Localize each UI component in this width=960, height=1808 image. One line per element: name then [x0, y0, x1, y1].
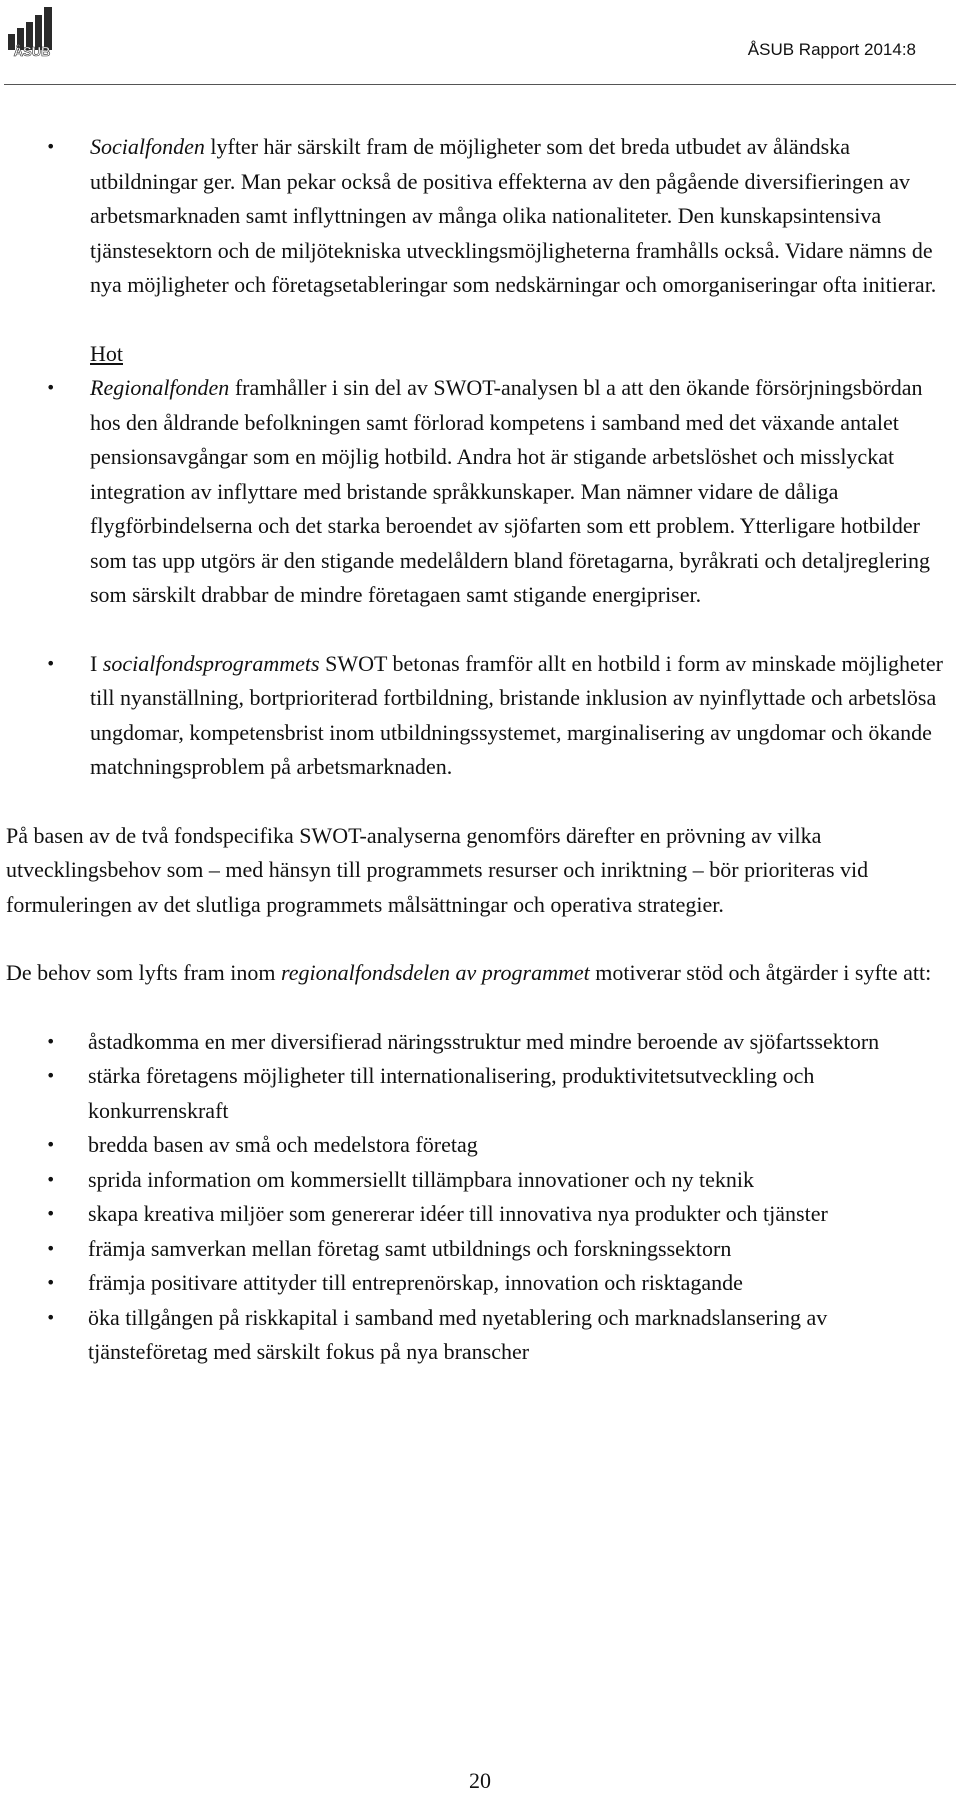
list-item: • främja samverkan mellan företag samt utbildnings och forskningssektorn — [6, 1232, 954, 1267]
report-title: ÅSUB Rapport 2014:8 — [747, 40, 916, 59]
list-item: • stärka företagens möjligheter till internationalisering, produktivitetsutveckling och konkurrenskraft — [6, 1059, 954, 1128]
page-header — [0, 0, 960, 90]
list-item-socialfondsprogram: • I socialfondsprogrammets SWOT betonas framför allt en hotbild i form av minskade möjligheter till nyanställning, bortprioriterad fortbildning, bristande inklusion av nyinflyttade och arbetslösa ungdomar, kompetensbrist inom utbildningssystemet, marginalisering av ungdomar och ökande matchningsproblem på arbetsmarknaden. — [6, 647, 954, 785]
section-heading-hot: Hot — [90, 340, 123, 366]
paragraph-behov: De behov som lyfts fram inom regionalfondsdelen av programmet motiverar stöd och åtgärder i syfte att: — [6, 960, 932, 985]
list-item: • främja positivare attityder till entreprenörskap, innovation och risktagande — [6, 1266, 954, 1301]
paragraph-swot-summary: På basen av de två fondspecifika SWOT-analyserna genomförs därefter en prövning av vilka utvecklingsbehov som – med hänsyn till programmets resurser och inriktning – bör prioriteras vid formuleringen av det slutliga programmets målsättningar och operativa strategier. — [6, 822, 869, 917]
needs-list — [6, 1025, 954, 1370]
asub-logo — [6, 4, 58, 58]
page-number: 20 — [469, 1768, 491, 1793]
list-item: • åstadkomma en mer diversifierad näringsstruktur med mindre beroende av sjöfartssektorn — [6, 1025, 954, 1060]
list-item-socialfonden: • Socialfonden lyfter här särskilt fram de möjligheter som det breda utbudet av åländska utbildningar ger. Man pekar också de positiva effekterna av den pågående diversifieringen av arbetsmarknaden samt inflyttningen av många olika nationaliteter. Den kunskapsintensiva tjänstesektorn och de miljötekniska utvecklingsmöjligheterna framhålls också. Vidare nämns de nya möjligheter och företagsetableringar som nedskärningar och omorganiseringar ofta initierar. — [6, 130, 954, 303]
header-divider — [4, 84, 956, 85]
list-item: • sprida information om kommersiellt tillämpbara innovationer och ny teknik — [6, 1163, 954, 1198]
list-item: • bredda basen av små och medelstora företag — [6, 1128, 954, 1163]
page-content — [6, 130, 954, 1370]
list-item: • öka tillgången på riskkapital i samband med nyetablering och marknadslansering av tjänsteföretag med särskilt fokus på nya branscher — [6, 1301, 954, 1370]
list-item-regionalfonden: • Regionalfonden framhåller i sin del av SWOT-analysen bl a att den ökande försörjningsbördan hos den åldrande befolkningen samt förlorad kompetens i samband med det växande antalet pensionsavgångar som en möjlig hotbild. Andra hot är stigande arbetslöshet och misslyckat integration av inflyttare med bristande språkkunskaper. Man nämner vidare de dåliga flygförbindelserna och det starka beroendet av sjöfarten som ett problem. Ytterligare hotbilder som tas upp utgörs är den stigande medelåldern bland företagarna, byråkrati och detaljreglering som särskilt drabbar de mindre företagaen samt stigande energipriser. — [6, 371, 954, 613]
list-item: • skapa kreativa miljöer som genererar idéer till innovativa nya produkter och tjänster — [6, 1197, 954, 1232]
svg-text:ÅSUB: ÅSUB — [13, 44, 51, 58]
